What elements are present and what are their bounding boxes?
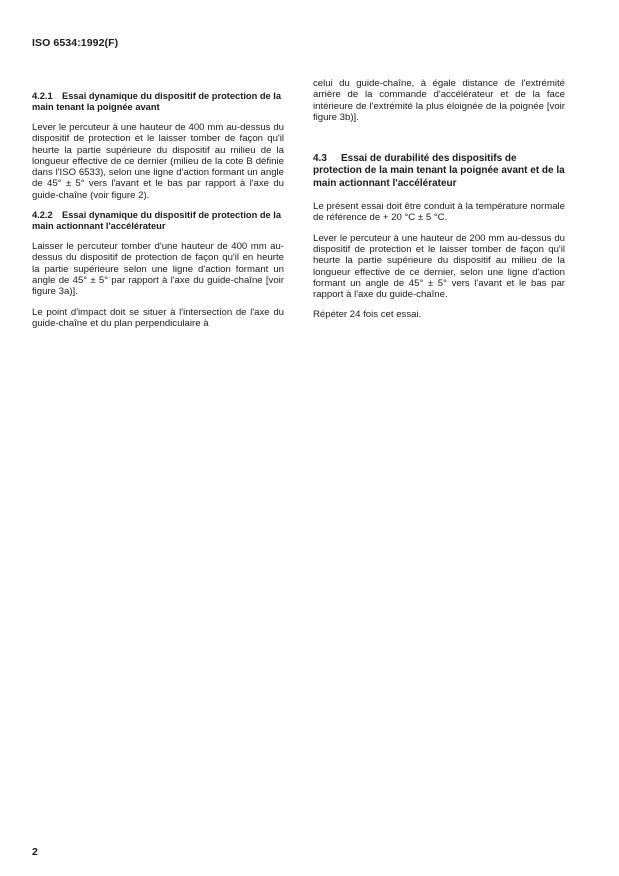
section-number: 4.2.2 <box>32 210 53 221</box>
section-4-2-2-body-1: Laisser le percuteur tomber d'une hauteur de 400 mm au-dessus du dispositif de protection de façon qu'il en heurte la partie supérieure selon une ligne d'action formant un angle de 45° ± 5° par rapport à l'axe du guide-chaîne [voir figure 3a)]. <box>32 241 284 298</box>
continuation-paragraph: celui du guide-chaîne, à égale distance de l'extrémité arrière de la commande d'accélérateur et de la face intérieure de l'extrémité la plus éloignée de la poignée [voir figure 3b)]. <box>313 78 565 123</box>
section-4-3-body-1: Le présent essai doit être conduit à la température normale de référence de + 20 °C ± 5 °C. <box>313 201 565 224</box>
section-title: Essai de durabilité des dispositifs de protection de la main tenant la poignée avant et de la main actionnant l'accélérateur <box>313 153 565 189</box>
page-number: 2 <box>32 846 38 858</box>
section-number: 4.3 <box>313 153 327 165</box>
section-4-2-1-body: Lever le percuteur à une hauteur de 400 mm au-dessus du dispositif de protection et le laisser tomber de façon qu'il heurte la partie supérieure du dispositif au milieu de la longueur effective de ce dernier (milieu de la cote B définie dans l'ISO 6533), selon une ligne d'action formant un angle de 45° ± 5° vers l'avant et le bas par rapport à l'axe du guide-chaîne (voir figure 2). <box>32 122 284 201</box>
section-4-3-body-3: Répéter 24 fois cet essai. <box>313 309 422 321</box>
section-4-2-2-heading <box>32 210 284 232</box>
document-identifier: ISO 6534:1992(F) <box>32 37 119 49</box>
right-column <box>313 78 565 330</box>
left-column <box>32 91 284 338</box>
section-4-3-body-2: Lever le percuteur à une hauteur de 200 mm au-dessus du dispositif de protection et le laisser tomber de façon qu'il heurte la partie supérieure du dispositif au milieu de la longueur effective de ce dernier, selon une ligne d'action formant un angle de 45° ± 5° vers l'avant et le bas par rapport à l'axe du guide-chaîne. <box>313 232 565 301</box>
section-4-3-heading <box>313 153 565 190</box>
section-number: 4.2.1 <box>32 91 53 101</box>
section-4-2-1-heading <box>32 91 284 113</box>
section-title: Essai dynamique du dispositif de protection de la main actionnant l'accélérateur <box>32 210 282 232</box>
section-4-2-2-body-2: Le point d'impact doit se situer à l'intersection de l'axe du guide-chaîne et du plan perpendiculaire à <box>32 306 284 329</box>
section-title: Essai dynamique du dispositif de protection de la main tenant la poignée avant <box>32 91 282 112</box>
